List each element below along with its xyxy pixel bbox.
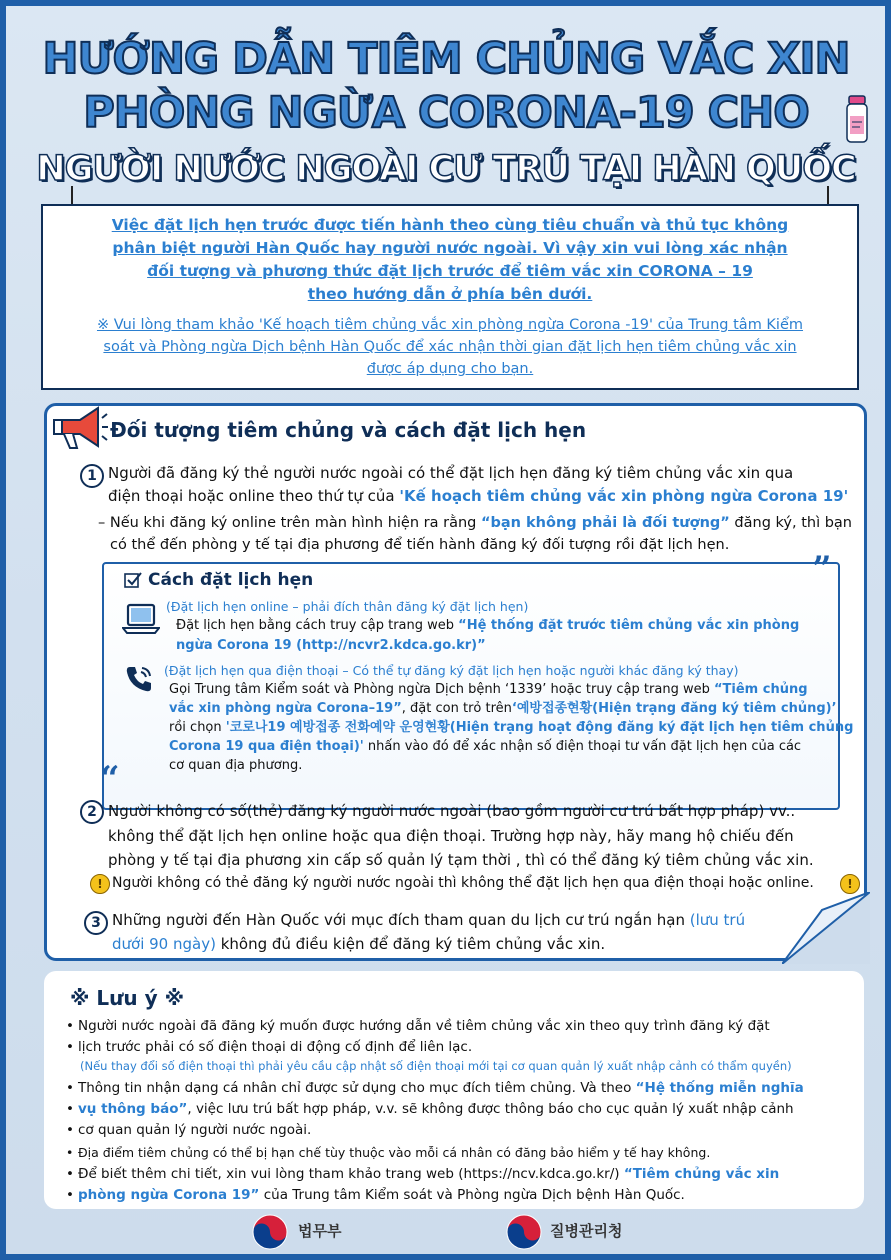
note-bullet-2-b: • vụ thông báo”, việc lưu trú bất hợp pháp, v.v. sẽ không được thông báo cho cục quản lý xuất nhập cảnh [78, 1099, 794, 1120]
booking-online-line-a: Đặt lịch hẹn bằng cách truy cập trang web “Hệ thống đặt trước tiêm chủng vắc xin phòng [176, 618, 800, 633]
booking-title: Cách đặt lịch hẹn [148, 570, 314, 590]
page-fold-icon [782, 892, 870, 964]
booking-phone-line-c: rồi chọn '코로나19 예방접종 전화예약 운영현황(Hiện trạng hoạt động đăng ký đặt lịch hẹn tiêm chủng [169, 720, 854, 735]
item-1-number: 1 [80, 464, 104, 488]
title-line-2: PHÒNG NGỪA CORONA-19 CHO [83, 88, 809, 138]
intro-line-3: đối tượng và phương thức đặt lịch trước để tiêm vắc xin CORONA – 19 [147, 262, 753, 280]
intro-note-3: được áp dụng cho bạn. [366, 361, 534, 377]
note-bullet-4-b: • phòng ngừa Corona 19” của Trung tâm Kiểm soát và Phòng ngừa Dịch bệnh Hàn Quốc. [78, 1185, 685, 1206]
item-2-text-a: Người không có số(thẻ) đăng ký người nước ngoài (bao gồm người cư trú bất hợp pháp) vv.. [108, 802, 796, 820]
booking-phone-line-b: vắc xin phòng ngừa Corona–19”, đặt con trỏ trên‘예방접종현황(Hiện trạng đăng ký tiêm chủng)’ [169, 701, 837, 716]
notes-title: ※ Lưu ý ※ [70, 986, 185, 1010]
title-line-1: HƯỚNG DẪN TIÊM CHỦNG VẮC XIN [42, 34, 850, 84]
intro-line-1: Việc đặt lịch hẹn trước được tiến hành theo cùng tiêu chuẩn và thủ tục không [111, 216, 789, 234]
booking-phone-line-d: Corona 19 qua điện thoại)' nhấn vào đó để xác nhận số điện thoại tư vấn đặt lịch hẹn của các [169, 739, 802, 754]
item-1-dash-a: – Nếu khi đăng ký online trên màn hình hiện ra rằng “bạn không phải là đối tượng” đăng ký, thì bạn [98, 515, 853, 531]
vaccine-vial-icon [842, 94, 872, 146]
item-1-text-a: Người đã đăng ký thẻ người nước ngoài có thể đặt lịch hẹn đăng ký tiêm chủng vắc xin qua [108, 464, 794, 482]
footer-logo-2-label: 질병관리청 [550, 1222, 623, 1240]
item-3-text-b: dưới 90 ngày) không đủ điều kiện để đăng ký tiêm chủng vắc xin. [112, 935, 606, 953]
note-bullet-4-a: • Để biết thêm chi tiết, xin vui lòng tham khảo trang web (https://ncv.kdca.go.kr/) “Tiêm chủng vắc xin [78, 1164, 779, 1185]
quote-close-icon: “ [100, 759, 120, 799]
booking-phone-sub: (Đặt lịch hẹn qua điện thoại – Có thể tự đăng ký đặt lịch hẹn hoặc người khác đăng ký thay) [164, 663, 739, 678]
booking-online-sub: (Đặt lịch hẹn online – phải đích thân đăng ký đặt lịch hẹn) [166, 599, 529, 614]
note-bullet-2-a: • Thông tin nhận dạng cá nhân chỉ được sử dụng cho mục đích tiêm chủng. Và theo “Hệ thống miễn nghĩa [78, 1078, 804, 1099]
quote-open-icon: ” [812, 549, 832, 589]
intro-note-1: ※ Vui lòng tham khảo 'Kế hoạch tiêm chủng vắc xin phòng ngừa Corona -19' của Trung tâm Kiểm [96, 317, 804, 333]
korea-emblem-icon [506, 1214, 542, 1250]
item-2-text-b: không thể đặt lịch hẹn online hoặc qua điện thoại. Trường hợp này, hãy mang hộ chiếu đến [108, 827, 794, 845]
item-3-number: 3 [84, 911, 108, 935]
item-2-number: 2 [80, 800, 104, 824]
intro-note-2: soát và Phòng ngừa Dịch bệnh Hàn Quốc để xác nhận thời gian đặt lịch hẹn tiêm chủng vắc xin [103, 339, 797, 355]
booking-phone-line-e: cơ quan địa phương. [169, 758, 303, 773]
intro-box [41, 204, 859, 390]
intro-line-4: theo hướng dẫn ở phía bên dưới. [307, 285, 593, 303]
booking-phone-line-a: Gọi Trung tâm Kiểm soát và Phòng ngừa Dịch bệnh ‘1339’ hoặc truy cập trang web “Tiêm chủng [169, 682, 808, 697]
laptop-icon [122, 602, 160, 636]
phone-icon [124, 664, 154, 694]
note-bullet-1-b: • lịch trước phải có số điện thoại di động cố định để liên lạc. [78, 1037, 472, 1058]
warning-icon: ! [840, 874, 860, 894]
megaphone-icon [50, 402, 108, 454]
section-title: Đối tượng tiêm chủng và cách đặt lịch hẹn [110, 418, 587, 442]
intro-line-2: phân biệt người Hàn Quốc hay người nước ngoài. Vì vậy xin vui lòng xác nhận [112, 239, 788, 257]
warning-icon: ! [90, 874, 110, 894]
item-3-text-a: Những người đến Hàn Quốc với mục đích tham quan du lịch cư trú ngắn hạn (lưu trú [112, 911, 746, 929]
note-bullet-1-note: (Nếu thay đổi số điện thoại thì phải yêu cầu cập nhật số điện thoại mới tại cơ quan quản lý xuất nhập cảnh có thẩm quyền) [80, 1059, 792, 1073]
korea-emblem-icon [252, 1214, 288, 1250]
item-2-text-c: phòng y tế tại địa phương xin cấp số quản lý tạm thời , thì có thể đăng ký tiêm chủng vắc xin. [108, 851, 814, 869]
item-1-text-b: điện thoại hoặc online theo thứ tự của 'Kế hoạch tiêm chủng vắc xin phòng ngừa Corona 19' [108, 487, 849, 505]
title-line-3: NGƯỜI NƯỚC NGOÀI CƯ TRÚ TẠI HÀN QUỐC [36, 149, 856, 189]
item-2-warning: Người không có thẻ đăng ký người nước ngoài thì không thể đặt lịch hẹn qua điện thoại hoặc online. [112, 875, 814, 891]
booking-online-line-b: ngừa Corona 19 (http://ncvr2.kdca.go.kr)” [176, 638, 486, 653]
note-bullet-3: • Địa điểm tiêm chủng có thể bị hạn chế tùy thuộc vào mỗi cá nhân có đăng bảo hiểm y tế hay không. [78, 1142, 710, 1163]
footer-logo-1-label: 법무부 [298, 1222, 342, 1240]
note-bullet-2-c: • cơ quan quản lý người nước ngoài. [78, 1120, 311, 1141]
note-bullet-1-a: • Người nước ngoài đã đăng ký muốn được hướng dẫn về tiêm chủng vắc xin theo quy trình đăng ký đặt [78, 1016, 770, 1037]
checkbox-icon [124, 571, 142, 589]
item-1-dash-b: có thể đến phòng y tế tại địa phương để tiến hành đăng ký đối tượng rồi đặt lịch hẹn. [110, 537, 730, 553]
